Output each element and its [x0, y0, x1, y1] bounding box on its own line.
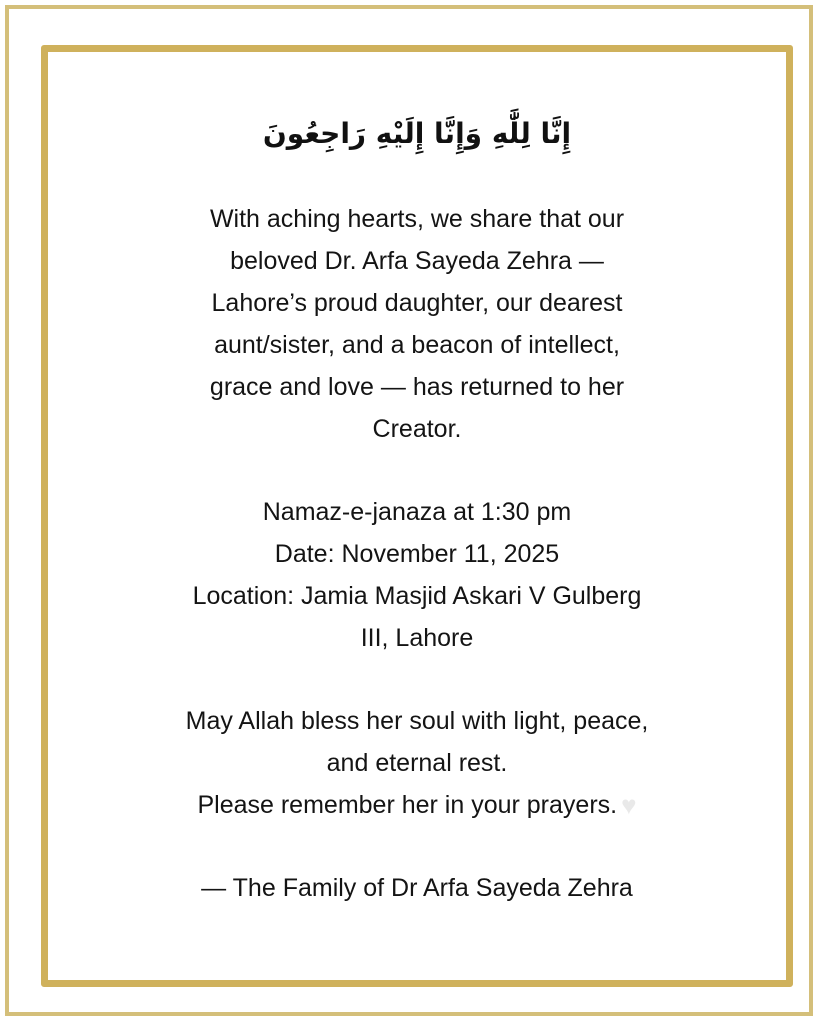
announcement-line: beloved Dr. Arfa Sayeda Zehra — — [230, 247, 604, 275]
funeral-location-continued: III, Lahore — [360, 624, 474, 652]
namaz-time: Namaz-e-janaza at 1:30 pm — [262, 498, 572, 526]
funeral-details — [48, 491, 786, 659]
signature — [48, 867, 786, 909]
announcement-line: Lahore’s proud daughter, our dearest — [211, 289, 623, 317]
inner-gold-frame — [41, 45, 793, 987]
prayer-line: May Allah bless her soul with light, peace, — [185, 707, 649, 735]
prayer-paragraph — [48, 700, 786, 826]
announcement-line: With aching hearts, we share that our — [209, 205, 625, 233]
prayer-line — [48, 784, 786, 826]
prayer-line: and eternal rest. — [326, 749, 508, 777]
announcement-line: Creator. — [372, 415, 462, 443]
announcement-line: aunt/sister, and a beacon of intellect, — [214, 331, 620, 359]
announcement-line: grace and love — has returned to her — [209, 373, 625, 401]
funeral-date: Date: November 11, 2025 — [274, 540, 560, 568]
funeral-location: Location: Jamia Masjid Askari V Gulberg — [192, 582, 642, 610]
prayer-request-text: Please remember her in your prayers. — [197, 791, 618, 819]
announcement-paragraph — [48, 198, 786, 450]
white-heart-icon: ♥ — [621, 790, 637, 820]
family-signature: — The Family of Dr Arfa Sayeda Zehra — [201, 874, 633, 902]
arabic-verse: إِنَّا لِلَّٰهِ وَإِنَّا إِلَيْهِ رَاجِعُونَ — [262, 117, 572, 150]
